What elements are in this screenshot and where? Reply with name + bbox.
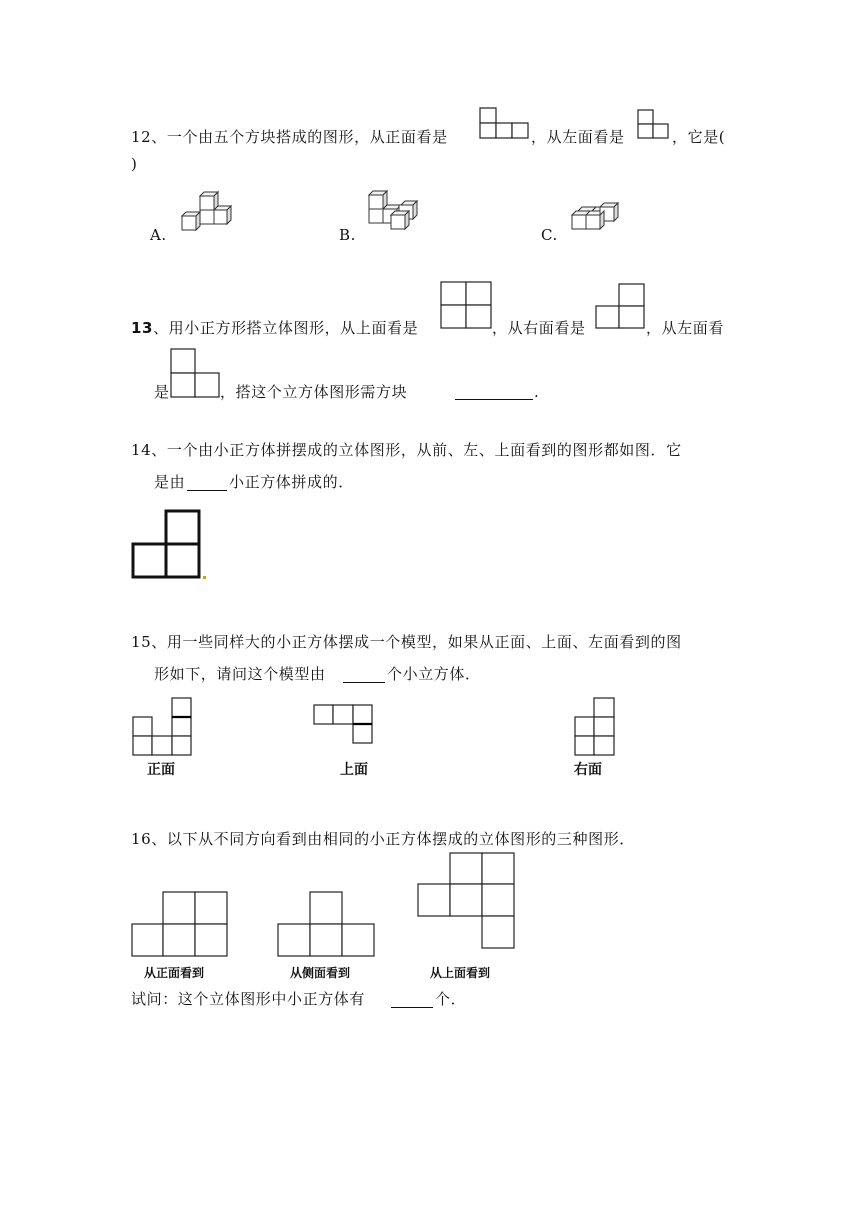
q16-caption-top: 从上面看到 <box>430 966 491 980</box>
q16-caption-front: 从正面看到 <box>144 966 205 980</box>
q14-view-figure <box>131 509 207 581</box>
q16-answer-blank[interactable] <box>391 993 433 1008</box>
q12-line1-c: ，它是( <box>672 128 726 146</box>
q12-option-c-label[interactable]: C. <box>541 226 558 244</box>
q15-caption-front: 正面 <box>147 762 175 778</box>
q15-line2-b: 个小立方体． <box>387 665 481 683</box>
q12-left-view-figure <box>637 109 671 139</box>
q13-number: 13 <box>131 319 154 337</box>
q15-top-view-figure <box>313 704 375 746</box>
q15-caption-right: 右面 <box>574 762 602 778</box>
q13-line2-a: 是 <box>154 383 170 401</box>
q14-line2-a: 是由 <box>154 473 186 491</box>
q15-answer-blank[interactable] <box>343 668 385 683</box>
q13-right-view-figure <box>595 283 645 329</box>
q12-option-a-cubes[interactable] <box>180 191 235 235</box>
q13-top-view-figure <box>440 281 492 329</box>
q16-line1: 16、以下从不同方向看到由相同的小正方体摆成的立体图形的三种图形． <box>131 830 635 848</box>
q16-question-a: 试问：这个立体图形中小正方体有 <box>131 990 366 1008</box>
q12-option-a-label[interactable]: A. <box>150 226 167 244</box>
q14-line1: 14、一个由小正方体拼摆成的立体图形，从前、左、上面看到的图形都如图．它 <box>131 441 682 459</box>
q16-front-view-figure <box>131 891 229 959</box>
q12-line1-b: ，从左面看是 <box>531 128 625 146</box>
q16-question-b: 个． <box>435 990 467 1008</box>
q15-caption-top: 上面 <box>340 762 368 778</box>
q13-line1-b: ，从右面看是 <box>492 319 586 337</box>
q15-right-view-figure <box>574 697 616 757</box>
q16-top-view-figure <box>417 852 515 950</box>
q15-line2-a: 形如下，请问这个模型由 <box>154 665 326 683</box>
q13-line1-c: ，从左面看 <box>646 319 725 337</box>
q13-line1-a: 、用小正方形搭立体图形，从上面看是 <box>153 319 419 337</box>
q12-option-b-cubes[interactable] <box>367 189 422 237</box>
q13-answer-blank[interactable] <box>455 385 533 400</box>
q12-line2: ) <box>131 155 138 173</box>
q12-front-view-figure <box>479 107 529 139</box>
q16-side-view-figure <box>277 891 375 959</box>
q12-line1-a: 12、一个由五个方块搭成的图形，从正面看是 <box>131 128 448 146</box>
q13-left-view-figure <box>170 348 220 398</box>
q16-caption-side: 从侧面看到 <box>290 966 351 980</box>
q13-line2-b: ，搭这个立方体图形需方块 <box>220 383 408 401</box>
q15-line1: 15、用一些同样大的小正方体摆成一个模型，如果从正面、上面、左面看到的图 <box>131 633 682 651</box>
q14-answer-blank[interactable] <box>187 476 227 491</box>
q12-option-c-cubes[interactable] <box>570 202 625 234</box>
q15-front-view-figure <box>132 697 194 757</box>
q12-option-b-label[interactable]: B. <box>339 226 356 244</box>
q14-line2-b: 小正方体拼成的． <box>229 473 354 491</box>
q13-line2-c: . <box>534 383 540 401</box>
q13-line1 <box>131 318 418 338</box>
